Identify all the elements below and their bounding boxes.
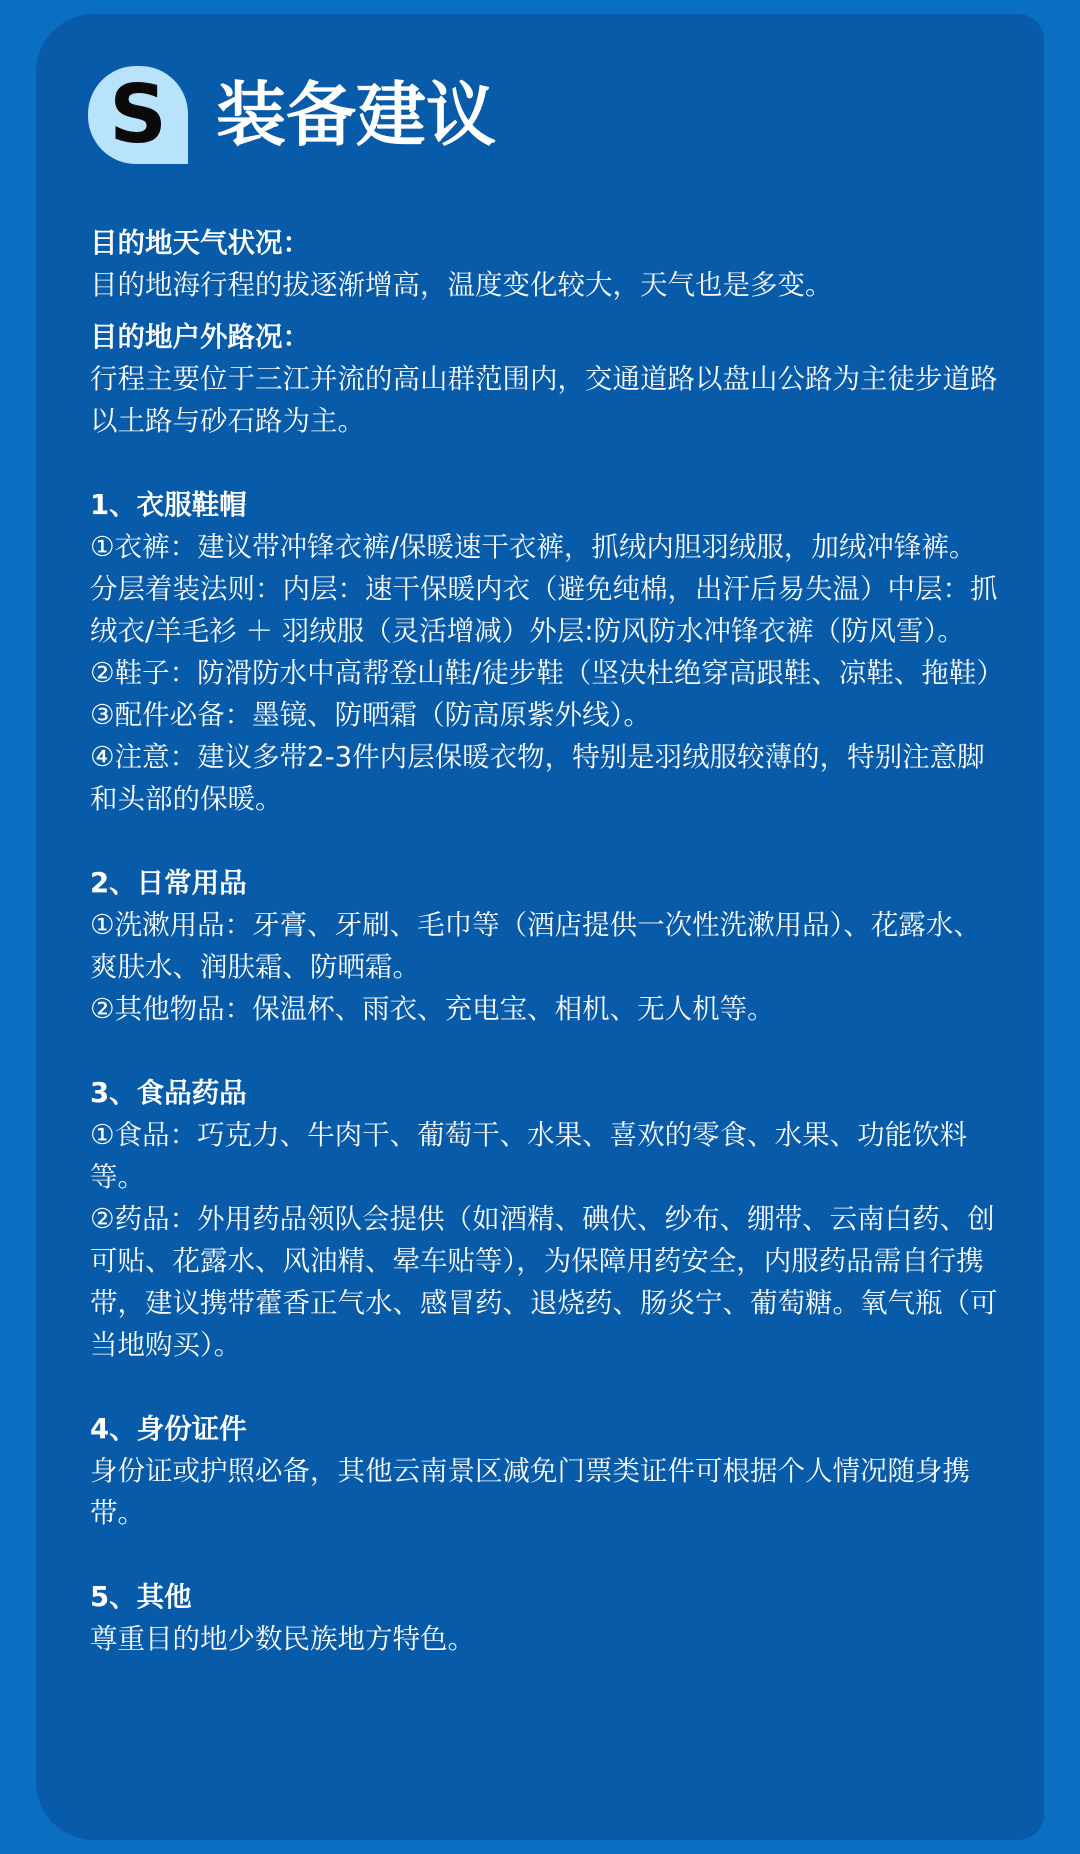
page-title: 装备建议 — [216, 74, 496, 156]
section-heading: 5、其他 — [90, 1581, 192, 1613]
section-text: ④注意：建议多带2-3件内层保暖衣物，特别是羽绒服较薄的，特别注意脚和头部的保暖。 — [90, 741, 985, 815]
section-food-medicine — [90, 1072, 1002, 1366]
section-weather — [90, 222, 1002, 306]
section-text: ②其他物品：保温杯、雨衣、充电宝、相机、无人机等。 — [90, 993, 775, 1025]
section-heading: 4、身份证件 — [90, 1413, 247, 1445]
section-heading: 3、食品药品 — [90, 1077, 247, 1109]
section-id — [90, 1408, 1002, 1534]
section-text: ③配件必备：墨镜、防晒霜（防高原紫外线）。 — [90, 699, 651, 731]
section-text: ①洗漱用品：牙膏、牙刷、毛巾等（酒店提供一次性洗漱用品）、花露水、爽肤水、润肤霜、防晒霜。 — [90, 909, 981, 983]
section-heading: 2、日常用品 — [90, 867, 247, 899]
section-text: ②鞋子：防滑防水中高帮登山鞋/徒步鞋（坚决杜绝穿高跟鞋、凉鞋、拖鞋） — [90, 657, 1004, 689]
section-heading: 目的地户外路况： — [90, 321, 310, 353]
section-daily — [90, 862, 1002, 1030]
section-text: ①衣裤：建议带冲锋衣裤/保暖速干衣裤，抓绒内胆羽绒服，加绒冲锋裤。分层着装法则：内层：速干保暖内衣（避免纯棉，出汗后易失温）中层：抓绒衣/羊毛衫 ＋ 羽绒服（灵活增减）外层:防风防水冲锋衣裤（防风雪）。 — [90, 531, 998, 647]
section-text: ①食品：巧克力、牛肉干、葡萄干、水果、喜欢的零食、水果、功能饮料等。 — [90, 1119, 968, 1193]
section-text: 行程主要位于三江并流的高山群范围内，交通道路以盘山公路为主徒步道路以土路与砂石路为主。 — [90, 363, 998, 437]
section-road — [90, 316, 1002, 442]
section-heading: 目的地天气状况： — [90, 227, 310, 259]
section-clothing — [90, 484, 1002, 820]
section-other — [90, 1576, 1002, 1660]
section-text: 目的地海行程的拔逐渐增高，温度变化较大，天气也是多变。 — [90, 269, 833, 301]
badge-letter: S — [109, 68, 167, 161]
section-text: ②药品：外用药品领队会提供（如酒精、碘伏、纱布、绷带、云南白药、创可贴、花露水、风油精、晕车贴等），为保障用药安全，内服药品需自行携带，建议携带藿香正气水、感冒药、退烧药、肠炎宁、葡萄糖。氧气瓶（可当地购买）。 — [90, 1203, 998, 1361]
s-badge-icon — [88, 66, 188, 164]
section-text: 身份证或护照必备，其他云南景区减免门票类证件可根据个人情况随身携带。 — [90, 1455, 970, 1529]
section-heading: 1、衣服鞋帽 — [90, 489, 247, 521]
content — [90, 222, 1002, 1660]
section-text: 尊重目的地少数民族地方特色。 — [90, 1623, 475, 1655]
